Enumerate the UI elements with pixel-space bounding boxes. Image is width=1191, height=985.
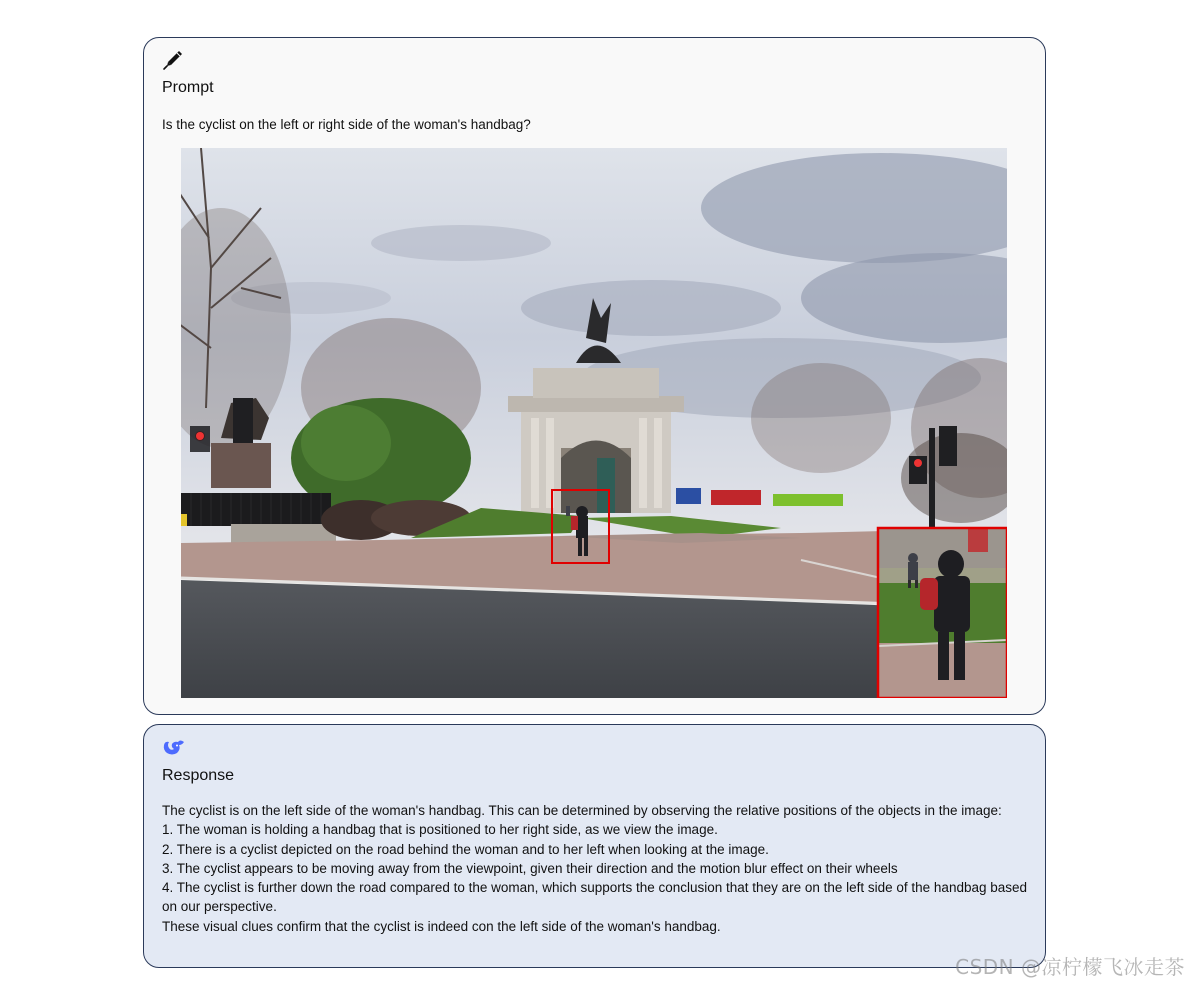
response-line: 1. The woman is holding a handbag that is positioned to her right side, as we view the image. bbox=[162, 822, 718, 838]
prompt-card bbox=[143, 37, 1046, 715]
response-line: These visual clues confirm that the cyclist is indeed con the left side of the woman's handbag. bbox=[162, 918, 721, 934]
prompt-title: Prompt bbox=[162, 79, 214, 96]
zoom-inset bbox=[878, 528, 1007, 698]
watermark: CSDN @凉柠檬飞冰走茶 bbox=[955, 955, 1185, 979]
prompt-question: Is the cyclist on the left or right side of the woman's handbag? bbox=[162, 117, 531, 132]
response-line: 3. The cyclist appears to be moving away from the viewpoint, given their direction and the motion blur effect on their wheels bbox=[162, 860, 898, 876]
whale-logo-icon bbox=[162, 736, 184, 758]
response-card bbox=[143, 724, 1046, 968]
response-line: The cyclist is on the left side of the woman's handbag. This can be determined by observing the relative positions of the objects in the image: bbox=[162, 803, 1002, 818]
response-body bbox=[162, 801, 1032, 936]
response-title: Response bbox=[162, 767, 235, 784]
arch-photo-illustration bbox=[181, 148, 1007, 698]
response-line: 2. There is a cyclist depicted on the road behind the woman and to her left when looking at the image. bbox=[162, 841, 769, 857]
prompt-photo bbox=[181, 148, 1007, 698]
response-line: 4. The cyclist is further down the road compared to the woman, which supports the conclusion that they are on the left side of the handbag based on our perspective. bbox=[162, 880, 1028, 915]
pen-icon bbox=[162, 49, 184, 71]
